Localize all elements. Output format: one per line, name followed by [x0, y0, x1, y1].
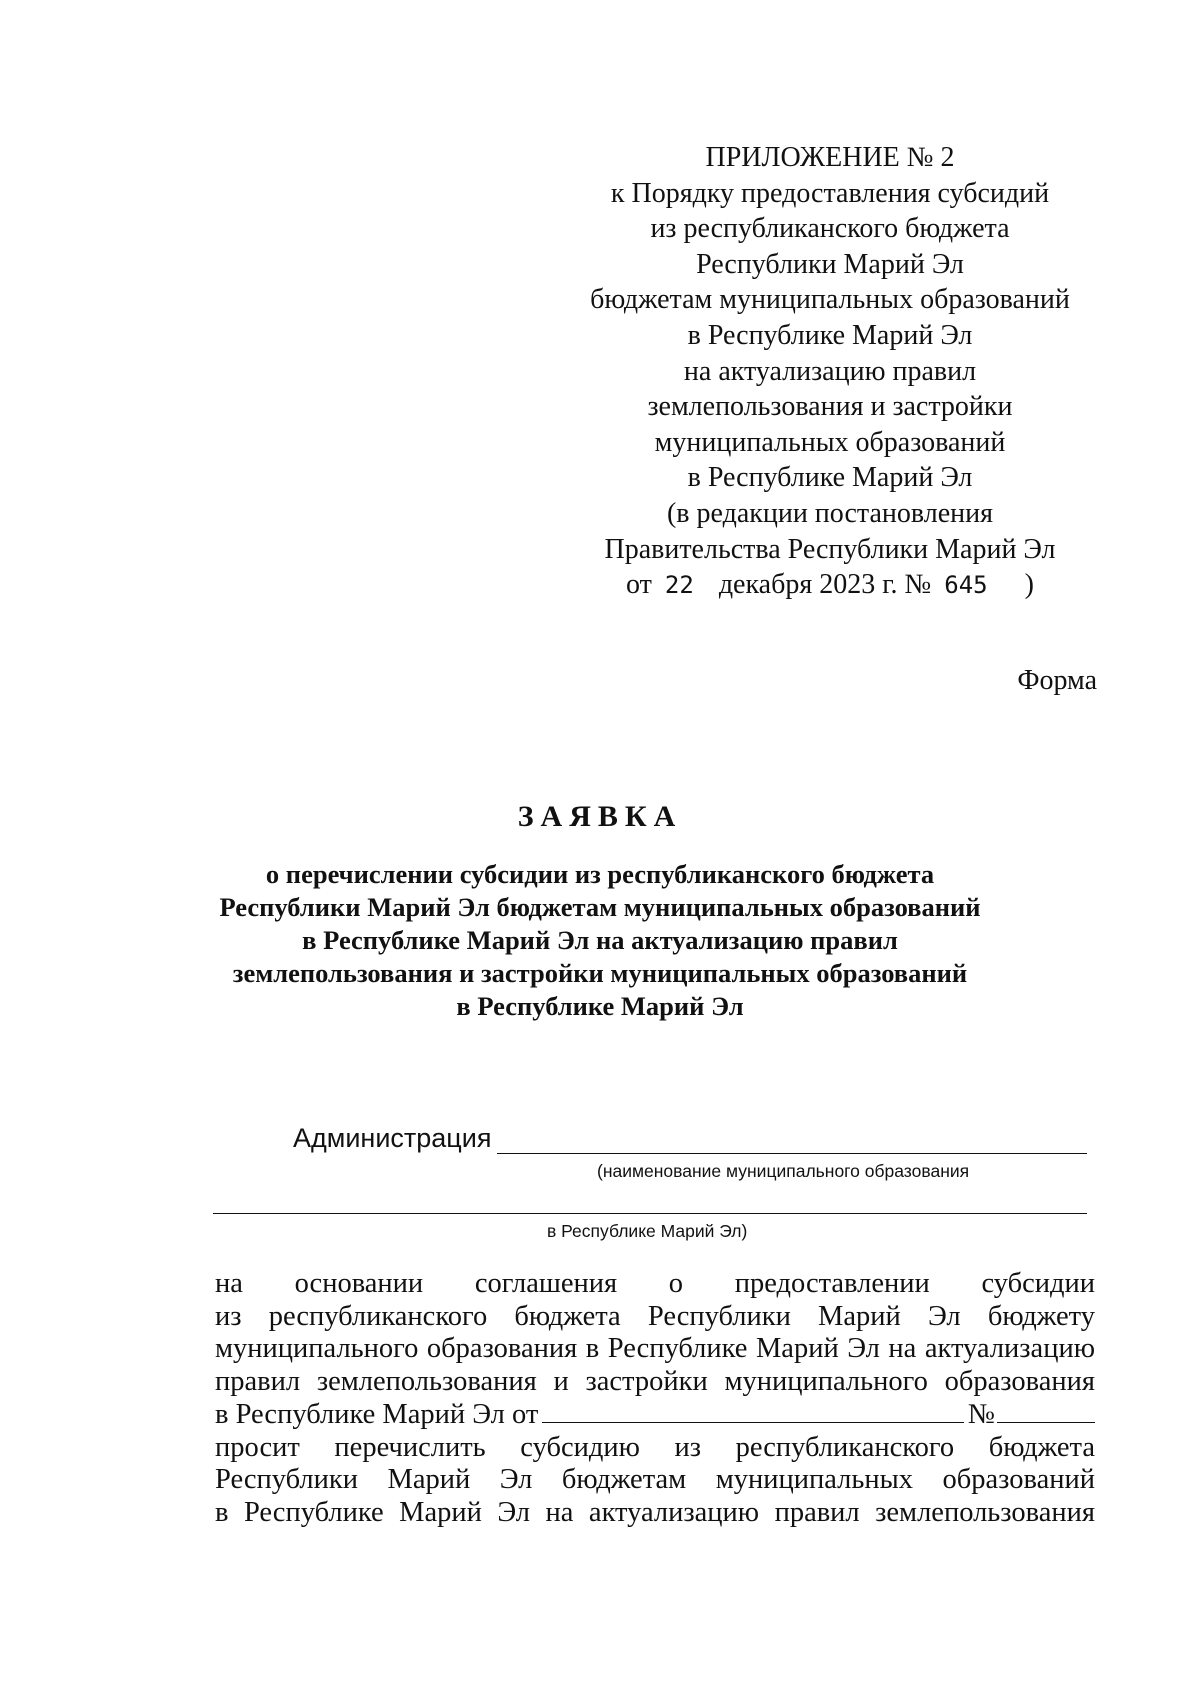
appendix-line: Правительства Республики Марий Эл: [604, 533, 1056, 565]
appendix-line: в Республике Марий Эл: [687, 319, 973, 351]
appendix-line: (в редакции постановления: [666, 497, 994, 529]
agreement-date-row: [215, 1398, 1095, 1432]
number-sign: №: [967, 1399, 995, 1430]
admin-caption-2: в Республике Марий Эл): [547, 1221, 748, 1241]
subject-line: землепользования и застройки муниципальных образований: [232, 958, 968, 988]
appendix-line: муниципальных образований: [654, 426, 1006, 458]
appendix-line: бюджетам муниципальных образований: [590, 284, 1070, 316]
decree-number: 645: [944, 571, 988, 600]
admin-label: Администрация: [293, 1123, 492, 1153]
document-heading: ЗАЯВКА: [517, 800, 683, 833]
admin-name-field-line-1[interactable]: [497, 1153, 1087, 1154]
appendix-line: в Республике Марий Эл: [687, 462, 973, 494]
body-line: в Республике Марий Эл на актуализацию правил землепользования: [215, 1496, 1095, 1528]
subject-line: Республики Марий Эл бюджетам муниципальных образований: [219, 892, 981, 922]
agreement-date-field[interactable]: [542, 1398, 963, 1423]
document-subject: [140, 858, 1060, 1023]
appendix-date-line: [580, 567, 1080, 604]
admin-name-field-line-2[interactable]: [213, 1213, 1087, 1214]
body-line: Республики Марий Эл бюджетам муниципальных образований: [215, 1464, 1095, 1495]
appendix-line: из республиканского бюджета: [650, 213, 1010, 245]
from-prefix: в Республике Марий Эл от: [215, 1399, 539, 1430]
date-middle: декабря 2023 г. №: [718, 569, 932, 601]
appendix-title: ПРИЛОЖЕНИЕ № 2: [705, 142, 955, 173]
subject-line: о перечислении субсидии из республиканского бюджета: [265, 859, 935, 889]
appendix-line: к Порядку предоставления субсидий: [610, 177, 1050, 209]
subject-line: в Республике Марий Эл на актуализацию правил: [302, 925, 898, 955]
body-paragraph: [215, 1268, 1095, 1529]
appendix-line: на актуализацию правил: [683, 355, 977, 387]
agreement-number-field[interactable]: [997, 1398, 1095, 1423]
appendix-line: Республики Марий Эл: [696, 248, 964, 280]
subject-line: в Республике Марий Эл: [456, 991, 744, 1021]
body-line: на основании соглашения о предоставлении субсидии: [215, 1268, 1095, 1299]
form-label: Форма: [1017, 665, 1097, 696]
appendix-block: [580, 140, 1080, 604]
body-line: правил землепользования и застройки муниципального образования: [215, 1365, 1095, 1397]
date-prefix: от: [626, 569, 652, 601]
body-line: из республиканского бюджета Республики Марий Эл бюджету: [215, 1300, 1095, 1332]
date-day: 22: [664, 571, 694, 600]
date-suffix: ): [1024, 569, 1034, 601]
admin-caption-1: (наименование муниципального образования: [597, 1161, 970, 1181]
body-line: муниципального образования в Республике Марий Эл на актуализацию: [215, 1333, 1095, 1364]
body-line: просит перечислить субсидию из республиканского бюджета: [215, 1431, 1095, 1463]
appendix-line: землепользования и застройки: [647, 391, 1013, 423]
